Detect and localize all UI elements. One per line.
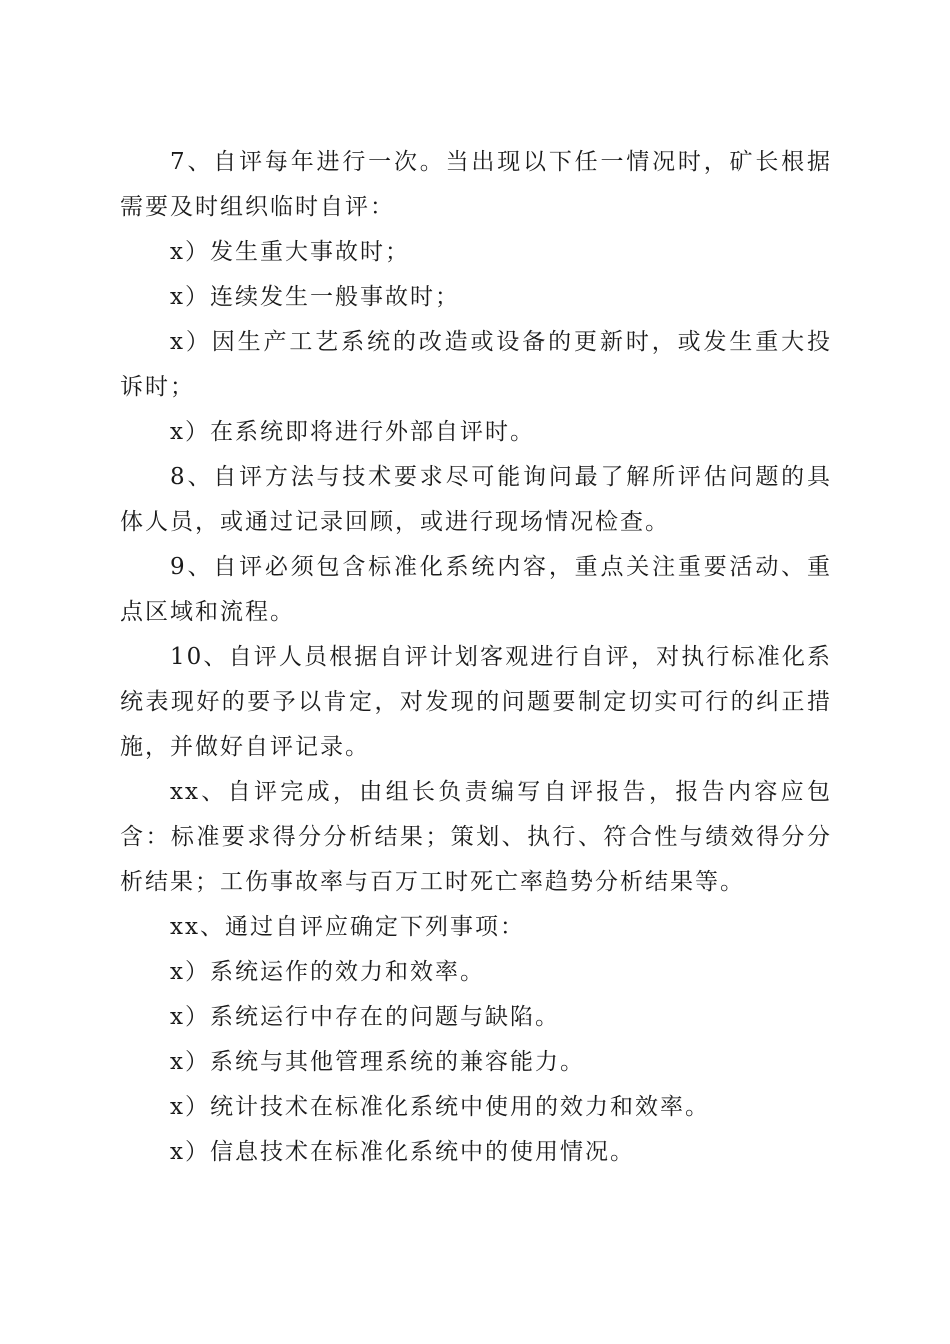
paragraph-item-determine: xx、通过自评应确定下列事项：: [170, 914, 525, 940]
paragraph-item-7: 7、自评每年进行一次。当出现以下任一情况时，矿长根据需要及时组织临时自评：: [120, 149, 832, 220]
paragraph-subitem-statistics: x）统计技术在标准化系统中使用的效力和效率。: [170, 1094, 710, 1120]
paragraph-subitem-major-accident: x）发生重大事故时；: [170, 239, 410, 265]
paragraph-subitem-consecutive-accidents: x）连续发生一般事故时；: [170, 284, 460, 310]
paragraph-subitem-external-review: x）在系统即将进行外部自评时。: [170, 419, 535, 445]
paragraph-subitem-compatibility: x）系统与其他管理系统的兼容能力。: [170, 1049, 585, 1075]
paragraph-subitem-information: x）信息技术在标准化系统中的使用情况。: [170, 1139, 635, 1165]
paragraph-item-report: xx、自评完成，由组长负责编写自评报告，报告内容应包含：标准要求得分分析结果；策划、执行、符合性与绩效得分分析结果；工伤事故率与百万工时死亡率趋势分析结果等。: [120, 779, 832, 895]
paragraph-subitem-effectiveness: x）系统运作的效力和效率。: [170, 959, 485, 985]
paragraph-subitem-system-renovation: x）因生产工艺系统的改造或设备的更新时，或发生重大投诉时；: [120, 329, 832, 400]
paragraph-subitem-problems: x）系统运行中存在的问题与缺陷。: [170, 1004, 560, 1030]
paragraph-item-10: 10、自评人员根据自评计划客观进行自评，对执行标准化系统表现好的要予以肯定，对发现的问题要制定切实可行的纠正措施，并做好自评记录。: [120, 644, 832, 760]
paragraph-item-8: 8、自评方法与技术要求尽可能询问最了解所评估问题的具体人员，或通过记录回顾，或进行现场情况检查。: [120, 464, 832, 535]
document-body: [120, 140, 832, 1175]
paragraph-item-9: 9、自评必须包含标准化系统内容，重点关注重要活动、重点区域和流程。: [120, 554, 832, 625]
